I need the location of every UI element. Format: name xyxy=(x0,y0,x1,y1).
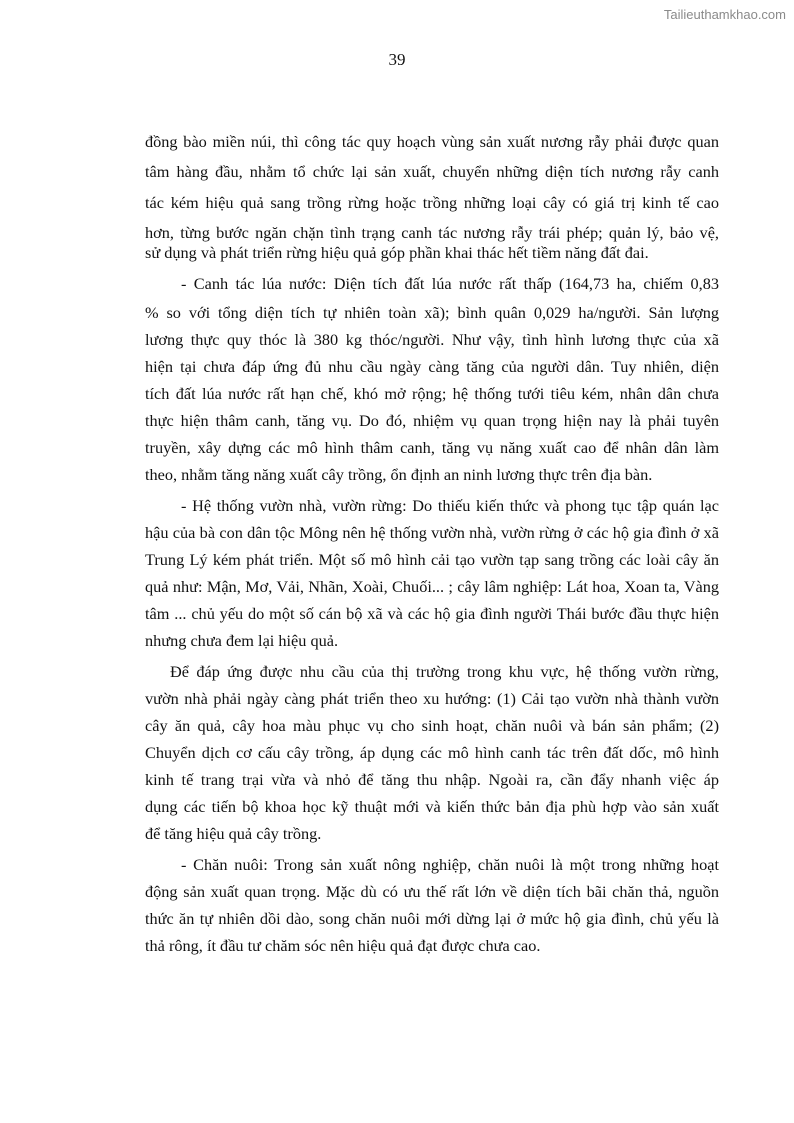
watermark: Tailieuthamkhao.com xyxy=(663,7,786,22)
text-line: để tăng hiệu quả cây trồng. xyxy=(145,824,322,843)
text-line: truyền, xây dựng các mô hình thâm canh, tăng vụ năng xuất cao để nhân dân làm xyxy=(145,438,719,457)
text-line: tích đất lúa nước rất hạn chế, khó mở rộng; hệ thống tưới tiêu kém, nhân dân chưa xyxy=(145,384,719,403)
text-line: kinh tế trang trại vừa và nhỏ để tăng thu nhập. Ngoài ra, cần đẩy nhanh việc áp xyxy=(145,770,719,789)
text-line: hậu của bà con dân tộc Mông nên hệ thống vườn nhà, vườn rừng ở các hộ gia đình ở xã xyxy=(145,523,719,542)
text-line: quả như: Mận, Mơ, Vải, Nhãn, Xoài, Chuối... ; cây lâm nghiệp: Lát hoa, Xoan ta, Vàng xyxy=(145,577,719,596)
text-line: theo, nhằm tăng năng xuất cây trồng, ổn định an ninh lương thực trên địa bàn. xyxy=(145,465,653,484)
text-line: Để đáp ứng được nhu cầu của thị trường trong khu vực, hệ thống vườn rừng, xyxy=(170,662,719,681)
text-line: % so với tổng diện tích tự nhiên toàn xã); bình quân 0,029 ha/người. Sản lượng xyxy=(145,303,719,322)
text-line: lương thực quy thóc là 380 kg thóc/người. Như vậy, tình hình lương thực của xã xyxy=(145,330,719,349)
text-line: vườn nhà phải ngày càng phát triển theo xu hướng: (1) Cải tạo vườn nhà thành vườn xyxy=(145,689,719,708)
text-line: thức ăn tự nhiên dồi dào, song chăn nuôi mới dừng lại ở mức hộ gia đình, chủ yếu là xyxy=(145,909,719,928)
text-line: Chuyển dịch cơ cấu cây trồng, áp dụng các mô hình canh tác trên đất dốc, mô hình xyxy=(145,743,719,762)
text-line: sử dụng và phát triển rừng hiệu quả góp phần khai thác hết tiềm năng đất đai. xyxy=(145,243,649,262)
page-number: 39 xyxy=(388,50,406,69)
text-line: động sản xuất quan trọng. Mặc dù có ưu thế rất lớn về diện tích bãi chăn thả, nguồn xyxy=(145,882,719,901)
text-line: thực hiện thâm canh, tăng vụ. Do đó, nhiệm vụ quan trọng hiện nay là phải tuyên xyxy=(145,411,719,430)
text-line: cây ăn quả, cây hoa màu phục vụ cho sinh hoạt, chăn nuôi và bán sản phẩm; (2) xyxy=(145,716,719,735)
text-line: dụng các tiến bộ khoa học kỹ thuật mới và kiến thức bản địa phù hợp vào sản xuất xyxy=(145,797,719,816)
text-line: đồng bào miền núi, thì công tác quy hoạch vùng sản xuất nương rẫy phải được quan xyxy=(145,132,719,151)
text-line: tác kém hiệu quả sang trồng rừng hoặc trồng những loại cây có giá trị kinh tế cao xyxy=(145,193,719,212)
text-line: tâm ... chủ yếu do một số cán bộ xã và các hộ gia đình người Thái bước đầu thực hiện xyxy=(145,604,719,623)
text-line: hiện tại chưa đáp ứng đủ nhu cầu ngày càng tăng của người dân. Tuy nhiên, diện xyxy=(145,357,719,376)
text-line: nhưng chưa đem lại hiệu quả. xyxy=(145,631,339,650)
text-line: Trung Lý kém phát triển. Một số mô hình cải tạo vườn tạp sang trồng các loài cây ăn xyxy=(145,550,719,569)
text-line: - Hệ thống vườn nhà, vườn rừng: Do thiếu kiến thức và phong tục tập quán lạc xyxy=(181,496,719,515)
text-line: thả rông, ít đầu tư chăm sóc nên hiệu quả đạt được chưa cao. xyxy=(145,936,541,955)
text-line: - Canh tác lúa nước: Diện tích đất lúa nước rất thấp (164,73 ha, chiếm 0,83 xyxy=(181,274,719,293)
text-line: hơn, từng bước ngăn chặn tình trạng canh tác nương rẫy trái phép; quản lý, bảo vệ, xyxy=(145,223,719,242)
text-line: - Chăn nuôi: Trong sản xuất nông nghiệp, chăn nuôi là một trong những hoạt xyxy=(181,855,719,874)
text-line: tâm hàng đầu, nhằm tổ chức lại sản xuất, chuyển những diện tích nương rẫy canh xyxy=(145,162,719,181)
